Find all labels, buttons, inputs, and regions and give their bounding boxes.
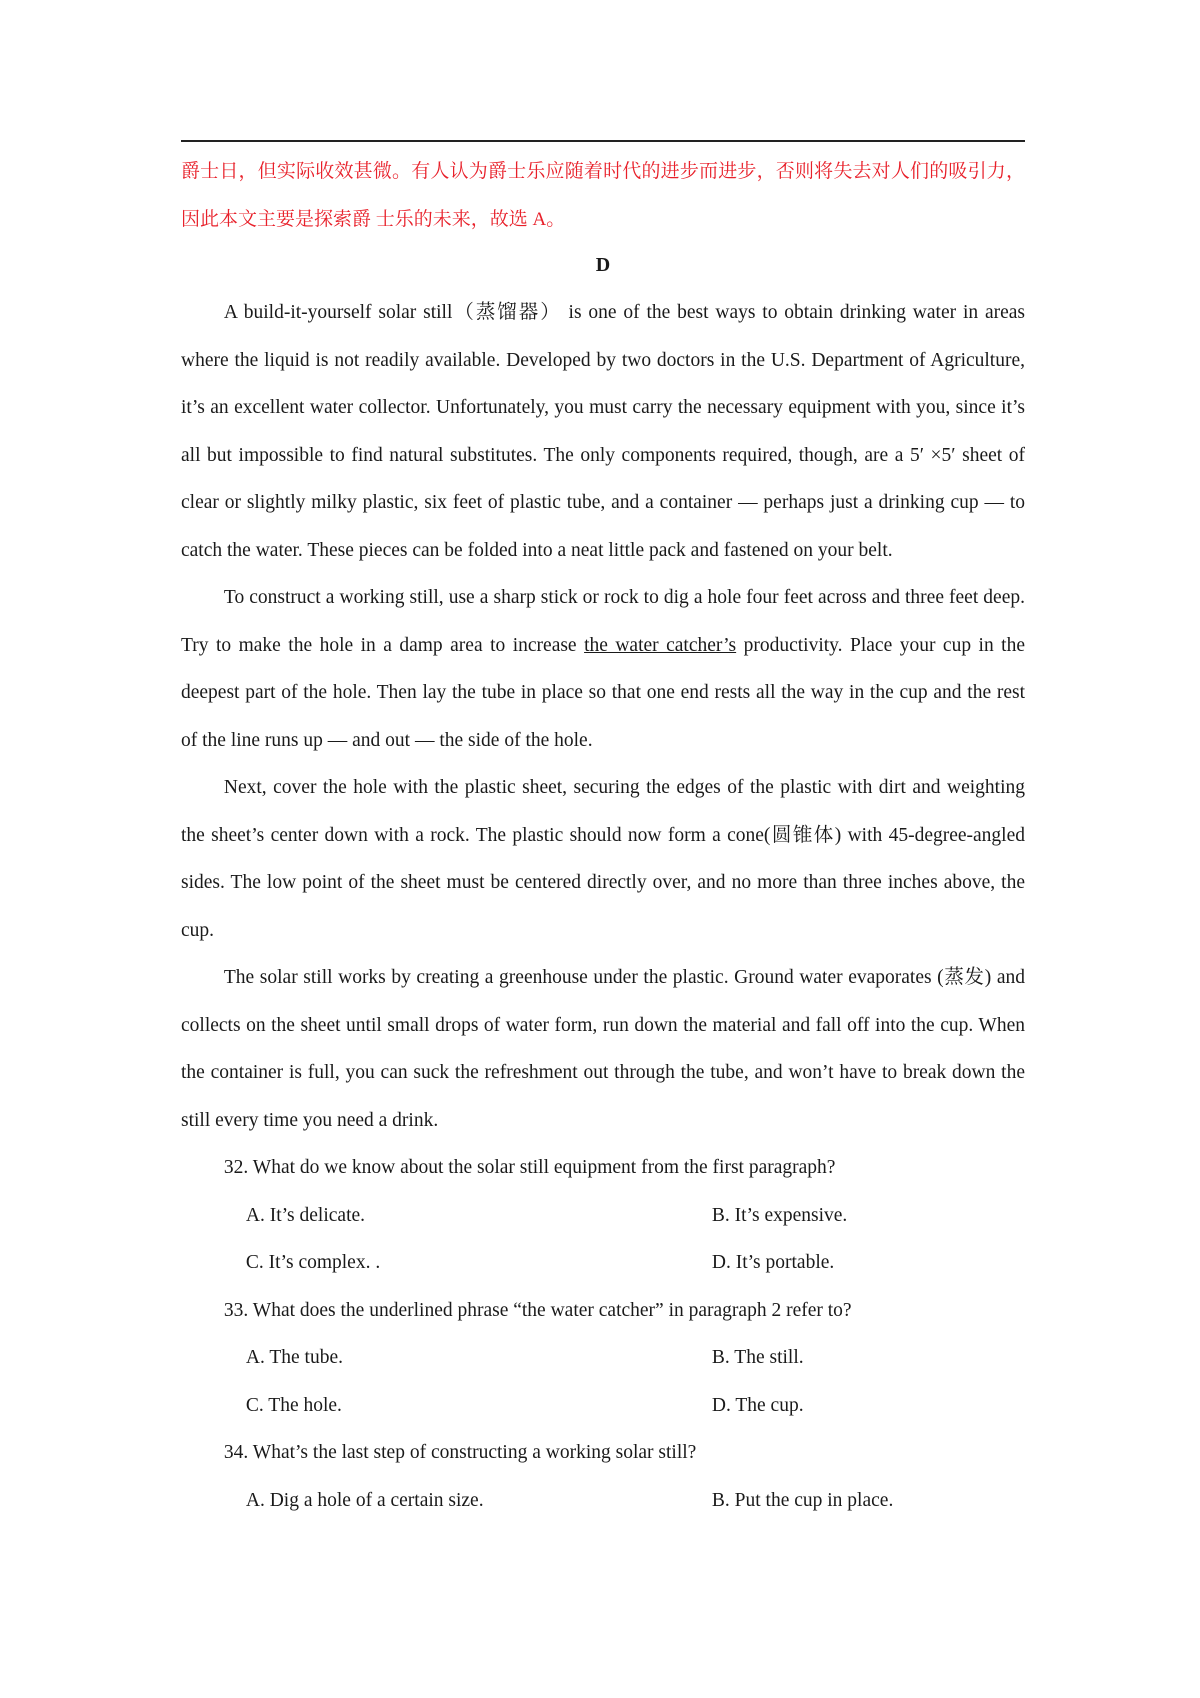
- question-33-option-a: A. The tube.: [245, 1347, 344, 1368]
- question-32-option-b: B. It’s expensive.: [711, 1204, 848, 1226]
- question-32-stem: 32. What do we know about the solar still equipment from the first paragraph?: [223, 1157, 836, 1178]
- question-34-options-row-1: [181, 1477, 1025, 1525]
- question-34-option-b: B. Put the cup in place.: [711, 1489, 894, 1511]
- question-34-option-a: A. Dig a hole of a certain size.: [245, 1489, 484, 1511]
- paragraph-4: The solar still works by creating a greenhouse under the plastic. Ground water evaporates (蒸发) and collects on the sheet until small drops of water form, run down the material and fall off into the cup. When the container is full, you can suck the refreshment out through the tube, and won’t have to break down the still every time you need a drink.: [181, 967, 1025, 1131]
- paragraph-2-end: productivity. Place your cup in the deepest part of the hole. Then lay the tube in place so that one end rests all the way in the cup and the rest of the line runs up — and out — the side of the hole.: [181, 634, 1025, 751]
- section-title: D: [595, 254, 611, 276]
- question-33-option-b: B. The still.: [711, 1347, 804, 1368]
- answer-explanation: 爵士日，但实际收效甚微。有人认为爵士乐应随着时代的进步而进步，否则将失去对人们的吸引力，因此本文主要是探索爵 士乐的未来，故选 A。: [181, 161, 1025, 230]
- paragraph-3: Next, cover the hole with the plastic sheet, securing the edges of the plastic with dirt and weighting the sheet’s center down with a rock. The plastic should now form a cone(圆锥体) with 45-degree-angled sides. The low point of the sheet must be centered directly over, and no more than three inches above, the cup.: [181, 777, 1025, 941]
- paragraph-1: A build-it-yourself solar still（蒸馏器） is one of the best ways to obtain drinking water in areas where the liquid is not readily available. Developed by two doctors in the U.S. Department of Agriculture, it’s an excellent water collector. Unfortunately, you must carry the necessary equipment with you, since it’s all but impossible to find natural substitutes. The only components required, though, are a 5′ ×5′ sheet of clear or slightly milky plastic, six feet of plastic tube, and a container — perhaps just a drinking cup — to catch the water. These pieces can be folded into a neat little pack and fastened on your belt.: [181, 302, 1025, 561]
- question-32-options-row-2: [181, 1239, 1025, 1287]
- question-32-option-c: C. It’s complex. .: [245, 1252, 381, 1273]
- question-33-option-d: D. The cup.: [711, 1394, 804, 1416]
- question-32-option-d: D. It’s portable.: [711, 1252, 835, 1273]
- question-32-options-row-1: [181, 1192, 1025, 1240]
- question-33-option-c: C. The hole.: [245, 1394, 342, 1416]
- top-divider: [181, 140, 1025, 142]
- question-33-stem: 33. What does the underlined phrase “the water catcher” in paragraph 2 refer to?: [223, 1299, 852, 1321]
- underlined-phrase: the water catcher’s: [584, 634, 737, 656]
- question-34-stem: 34. What’s the last step of constructing a working solar still?: [223, 1442, 697, 1463]
- question-33-options-row-2: [181, 1382, 1025, 1430]
- passage-body: [181, 289, 1025, 1524]
- question-33-options-row-1: [181, 1334, 1025, 1382]
- paragraph-2-start: To construct a working still, use a sharp stick or rock to dig a hole four feet across and three feet deep. Try to make the hole in a damp area to increase: [181, 587, 1025, 656]
- question-32-option-a: A. It’s delicate.: [245, 1204, 366, 1226]
- paragraph-2: [181, 574, 1025, 764]
